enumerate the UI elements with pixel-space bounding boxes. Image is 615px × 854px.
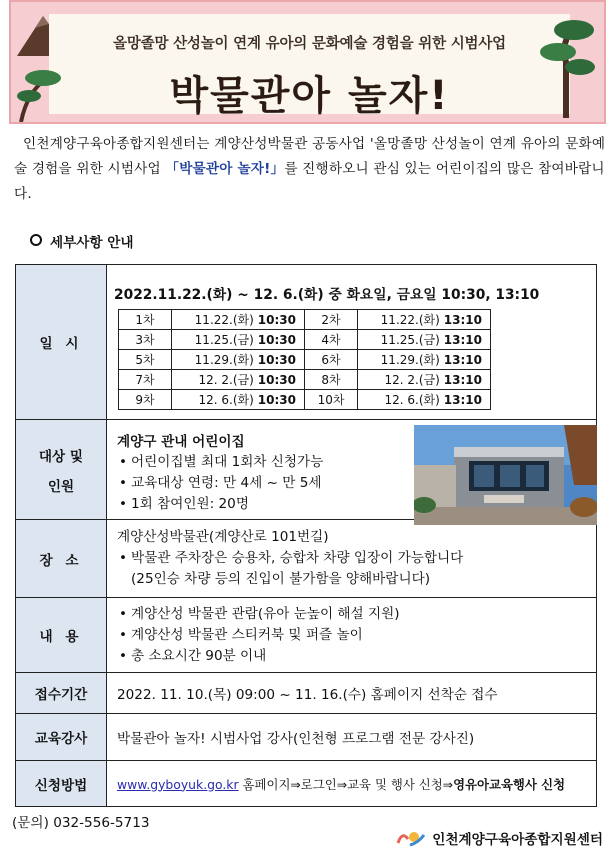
pine-tree-icon	[536, 12, 596, 118]
session-datetime	[172, 389, 305, 409]
session-number: 5차	[119, 349, 172, 369]
session-number: 3차	[119, 329, 172, 349]
list-item: • 계양산성 박물관 관람(유아 눈높이 해설 지원)	[117, 604, 595, 625]
session-date: 12. 2.(금)	[198, 372, 254, 387]
session-date: 12. 2.(금)	[384, 372, 440, 387]
session-datetime	[358, 349, 491, 369]
target-title: 계양구 관내 어린이집	[117, 434, 245, 450]
label-target-line2: 인원	[47, 478, 75, 495]
session-date: 12. 6.(화)	[384, 392, 440, 407]
circle-bullet-icon	[30, 234, 42, 246]
place-list	[117, 548, 595, 569]
instructor-value: 박물관아 놀자! 시범사업 강사(인천형 프로그램 전문 강사진)	[107, 714, 597, 761]
session-datetime	[172, 329, 305, 349]
session-time: 13:10	[443, 312, 482, 327]
label-target	[16, 420, 107, 520]
section-title: 세부사항 안내	[50, 235, 134, 251]
header-banner	[9, 0, 606, 124]
content-list	[117, 604, 595, 667]
list-item: • 1회 참여인원: 20명	[117, 494, 595, 515]
pine-branch-icon	[17, 62, 63, 122]
session-datetime	[172, 369, 305, 389]
content-cell	[107, 598, 597, 673]
table-row	[16, 598, 597, 673]
session-date: 12. 6.(화)	[198, 392, 254, 407]
list-item: • 총 소요시간 90분 이내	[117, 646, 595, 667]
table-row	[16, 761, 597, 807]
session-time: 13:10	[443, 372, 482, 387]
session-number: 6차	[305, 349, 358, 369]
intro-paragraph	[14, 132, 606, 207]
session-date: 11.29.(화)	[380, 352, 440, 367]
schedule-row	[119, 389, 491, 409]
schedule-row	[119, 349, 491, 369]
session-number: 7차	[119, 369, 172, 389]
label-apply: 신청방법	[16, 761, 107, 807]
schedule-row	[119, 369, 491, 389]
session-number: 10차	[305, 389, 358, 409]
table-row	[16, 520, 597, 598]
contact-info: (문의) 032-556-5713	[12, 815, 150, 831]
session-number: 2차	[305, 309, 358, 329]
session-time: 10:30	[257, 372, 296, 387]
table-row	[16, 673, 597, 714]
label-instructor: 교육강사	[16, 714, 107, 761]
session-time: 10:30	[257, 312, 296, 327]
details-table	[15, 264, 597, 807]
session-date: 11.25.(금)	[380, 332, 440, 347]
label-content: 내 용	[16, 598, 107, 673]
session-date: 11.22.(화)	[194, 312, 254, 327]
banner-title: 박물관아 놀자!	[169, 73, 450, 119]
session-number: 8차	[305, 369, 358, 389]
label-period: 접수기간	[16, 673, 107, 714]
session-datetime	[358, 369, 491, 389]
banner-subtitle: 올망졸망 산성놀이 연계 유아의 문화예술 경험을 위한 시범사업	[113, 36, 506, 52]
session-time: 10:30	[257, 392, 296, 407]
session-datetime	[172, 309, 305, 329]
session-datetime	[358, 329, 491, 349]
intro-text-end: 를 진행하오니 관심 있는 어린이집의 많은 참여바랍니다.	[14, 161, 605, 202]
session-time: 10:30	[257, 332, 296, 347]
session-datetime	[358, 389, 491, 409]
schedule-headline: 2022.11.22.(화) ~ 12. 6.(화) 중 화요일, 금요일 10:30, 13:10	[114, 286, 540, 303]
session-date: 11.22.(화)	[380, 312, 440, 327]
session-date: 11.29.(화)	[194, 352, 254, 367]
program-name-highlight: 「박물관아 놀자!」	[165, 161, 285, 177]
session-datetime	[172, 349, 305, 369]
label-schedule: 일 시	[16, 265, 107, 420]
section-heading	[30, 231, 134, 251]
period-value: 2022. 11. 10.(목) 09:00 ~ 11. 16.(수) 홈페이지 선착순 접수	[107, 673, 597, 714]
schedule-row	[119, 309, 491, 329]
list-item: • 교육대상 연령: 만 4세 ~ 만 5세	[117, 473, 595, 494]
session-datetime	[358, 309, 491, 329]
session-number: 9차	[119, 389, 172, 409]
place-note: (25인승 차량 등의 진입이 불가함을 양해바랍니다)	[131, 571, 431, 587]
session-time: 13:10	[443, 332, 482, 347]
session-date: 11.25.(금)	[194, 332, 254, 347]
list-item: • 박물관 주차장은 승용차, 승합차 차량 입장이 가능합니다	[117, 548, 595, 569]
schedule-table	[118, 309, 491, 410]
session-time: 13:10	[443, 352, 482, 367]
session-number: 4차	[305, 329, 358, 349]
place-cell	[107, 520, 597, 598]
center-logo-icon	[396, 829, 426, 847]
session-time: 13:10	[443, 392, 482, 407]
table-row	[16, 714, 597, 761]
schedule-cell	[107, 265, 597, 420]
label-place: 장 소	[16, 520, 107, 598]
apply-cell	[107, 761, 597, 807]
schedule-row	[119, 329, 491, 349]
place-address: 계양산성박물관(계양산로 101번길)	[117, 529, 329, 545]
list-item: • 계양산성 박물관 스티커북 및 퍼즐 놀이	[117, 625, 595, 646]
session-time: 10:30	[257, 352, 296, 367]
footer-org-name: 인천계양구육아종합지원센터	[432, 832, 603, 848]
banner-paper	[49, 14, 570, 119]
footer-org	[396, 828, 603, 848]
museum-photo	[414, 425, 597, 525]
intro-text: 인천계양구육아종합지원센터는 계양산성박물관 공동사업 '올망졸망 산성놀이 연계 유아의 문화예술 경험을 위한 시범사업	[14, 136, 606, 177]
label-target-line1: 대상 및	[38, 448, 84, 465]
session-number: 1차	[119, 309, 172, 329]
list-item: • 어린이집별 최대 1회차 신청가능	[117, 452, 595, 473]
apply-path: 홈페이지⇒로그인⇒교육 및 행사 신청⇒	[238, 776, 454, 792]
apply-path-final: 영유아교육행사 신청	[453, 776, 566, 792]
table-row	[16, 265, 597, 420]
homepage-link[interactable]: www.gyboyuk.go.kr	[117, 776, 239, 792]
